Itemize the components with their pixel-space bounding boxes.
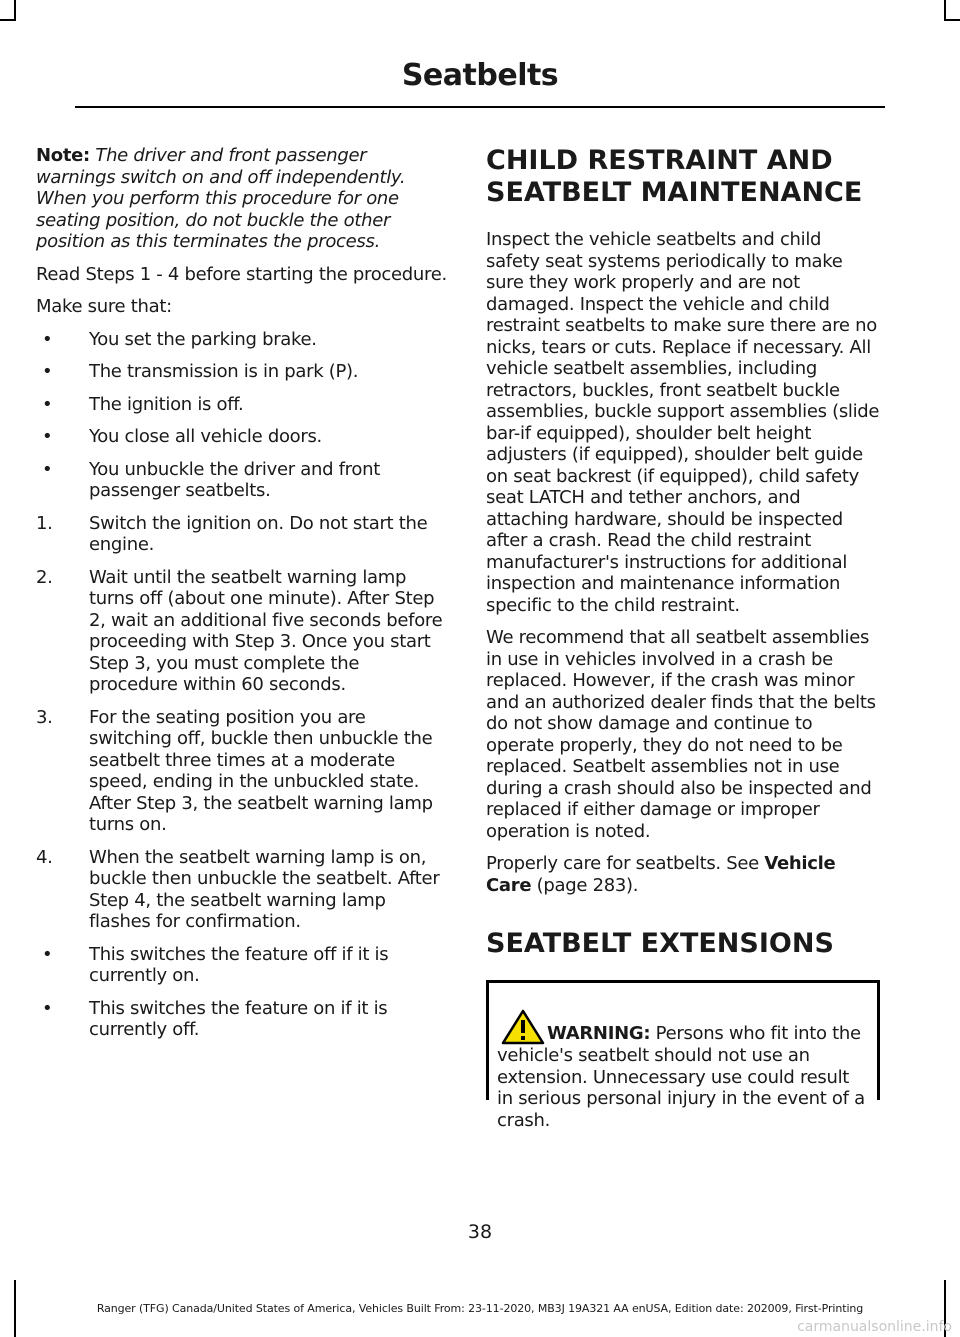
section-heading-maintenance xyxy=(486,145,880,209)
heading-line: CHILD RESTRAINT AND xyxy=(486,145,833,176)
step-item xyxy=(36,567,448,696)
list-item xyxy=(36,394,448,416)
care-page-ref: (page 283). xyxy=(531,874,639,896)
bullet: • xyxy=(42,393,53,415)
bullet: • xyxy=(42,426,53,447)
bullet: • xyxy=(42,458,53,480)
care-text: Properly care for seatbelts. See xyxy=(486,853,765,874)
make-sure-text: Make sure that: xyxy=(36,296,172,317)
care-paragraph xyxy=(486,853,880,896)
bullet: • xyxy=(42,361,53,382)
list-item-text: This switches the feature off if it is currently on. xyxy=(89,943,389,986)
footer-text: Ranger (TFG) Canada/United States of America, Vehicles Built From: 23-11-2020, MB3J 19A321 AA enUSA, Edition date: 202009, First-Printing xyxy=(96,1302,864,1315)
list-item xyxy=(36,998,448,1041)
header-divider xyxy=(75,106,885,108)
step-text: When the seatbelt warning lamp is on, buckle then unbuckle the seatbelt. After Step 4, the seatbelt warning lamp flashes for confirmation. xyxy=(89,846,440,932)
note-label: Note: xyxy=(36,145,90,166)
list-item-text: The transmission is in park (P). xyxy=(89,361,359,382)
warning-triangle-icon xyxy=(501,1009,545,1045)
list-item xyxy=(36,361,448,383)
list-item xyxy=(36,944,448,987)
left-column xyxy=(36,145,448,1052)
step-text: Wait until the seatbelt warning lamp turns off (about one minute). After Step 2, wait an additional five seconds before proceeding with Step 3. Once you start Step 3, you must complete the procedure within 60 seconds. xyxy=(89,566,443,695)
step-text: Switch the ignition on. Do not start the engine. xyxy=(89,512,428,555)
inspection-paragraph: Inspect the vehicle seatbelts and child safety seat systems periodically to make sure they work properly and are not damaged. Inspect the vehicle and child restraint seatbelts to make sure there are no nicks, tears or cuts. Replace if necessary. All vehicle seatbelt assemblies, including retractors, buckles, front seatbelt buckle assemblies, buckle support assemblies (slide bar-if equipped), shoulder belt height adjusters (if equipped), shoulder belt guide on seat backrest (if equipped), child safety seat LATCH and tether anchors, and attaching hardware, should be inspected after a crash. Read the child restraint manufacturer's instructions for additional inspection and maintenance information specific to the child restraint. xyxy=(486,229,880,616)
right-column xyxy=(486,145,880,1131)
list-item-text: You close all vehicle doors. xyxy=(89,426,322,447)
step-text: For the seating position you are switching off, buckle then unbuckle the seatbelt three times at a moderate speed, ending in the unbuckled state. After Step 3, the seatbelt warning lamp turns on. xyxy=(89,706,433,835)
warning-text: Persons who fit into the vehicle's seatbelt should not use an extension. Unnecessary use could result in serious personal injury in the event of a crash. xyxy=(497,1023,865,1131)
note-text: The driver and front passenger warnings switch on and off independently. When you perform this procedure for one seating position, do not buckle the other position as this terminates the process. xyxy=(36,145,406,252)
list-item-text: You unbuckle the driver and front passenger seatbelts. xyxy=(89,458,380,501)
crop-mark-top-left xyxy=(14,0,16,20)
procedure-steps xyxy=(36,513,448,933)
crop-mark-top-left-h xyxy=(0,19,16,21)
bullet: • xyxy=(42,997,53,1019)
page-title: Seatbelts xyxy=(401,58,559,93)
crop-mark-top-right xyxy=(944,0,946,20)
page-number: 38 xyxy=(467,1221,493,1243)
step-item xyxy=(36,707,448,836)
bullet: • xyxy=(42,328,53,350)
section-heading-extensions: SEATBELT EXTENSIONS xyxy=(486,928,834,959)
step-item xyxy=(36,513,448,556)
watermark: carmanualsonline.info xyxy=(797,1319,952,1335)
step-number: 1. xyxy=(36,512,53,534)
heading-line: SEATBELT MAINTENANCE xyxy=(486,177,863,208)
step-number: 2. xyxy=(36,566,53,588)
vehicle-care-link[interactable]: Vehicle Care xyxy=(486,853,836,896)
bullet: • xyxy=(42,943,53,965)
list-item xyxy=(36,329,448,351)
note-paragraph xyxy=(36,145,448,253)
outcome-list xyxy=(36,944,448,1041)
read-steps-text: Read Steps 1 - 4 before starting the procedure. xyxy=(36,263,447,285)
step-number: 3. xyxy=(36,706,53,728)
replacement-paragraph: We recommend that all seatbelt assemblies in use in vehicles involved in a crash be replaced. However, if the crash was minor and an authorized dealer finds that the belts do not show damage and continue to operate properly, they do not need to be replaced. Seatbelt assemblies not in use during a crash should also be inspected and replaced if either damage or improper operation is noted. xyxy=(486,627,876,842)
list-item xyxy=(36,426,448,448)
list-item-text: You set the parking brake. xyxy=(89,328,317,350)
step-number: 4. xyxy=(36,846,53,868)
prerequisite-list xyxy=(36,329,448,502)
warning-box xyxy=(486,980,880,1131)
list-item-text: The ignition is off. xyxy=(89,393,244,415)
list-item-text: This switches the feature on if it is currently off. xyxy=(89,997,388,1040)
crop-mark-top-right-h xyxy=(944,19,960,21)
step-item xyxy=(36,847,448,933)
warning-label: WARNING: xyxy=(547,1023,651,1044)
list-item xyxy=(36,459,448,502)
